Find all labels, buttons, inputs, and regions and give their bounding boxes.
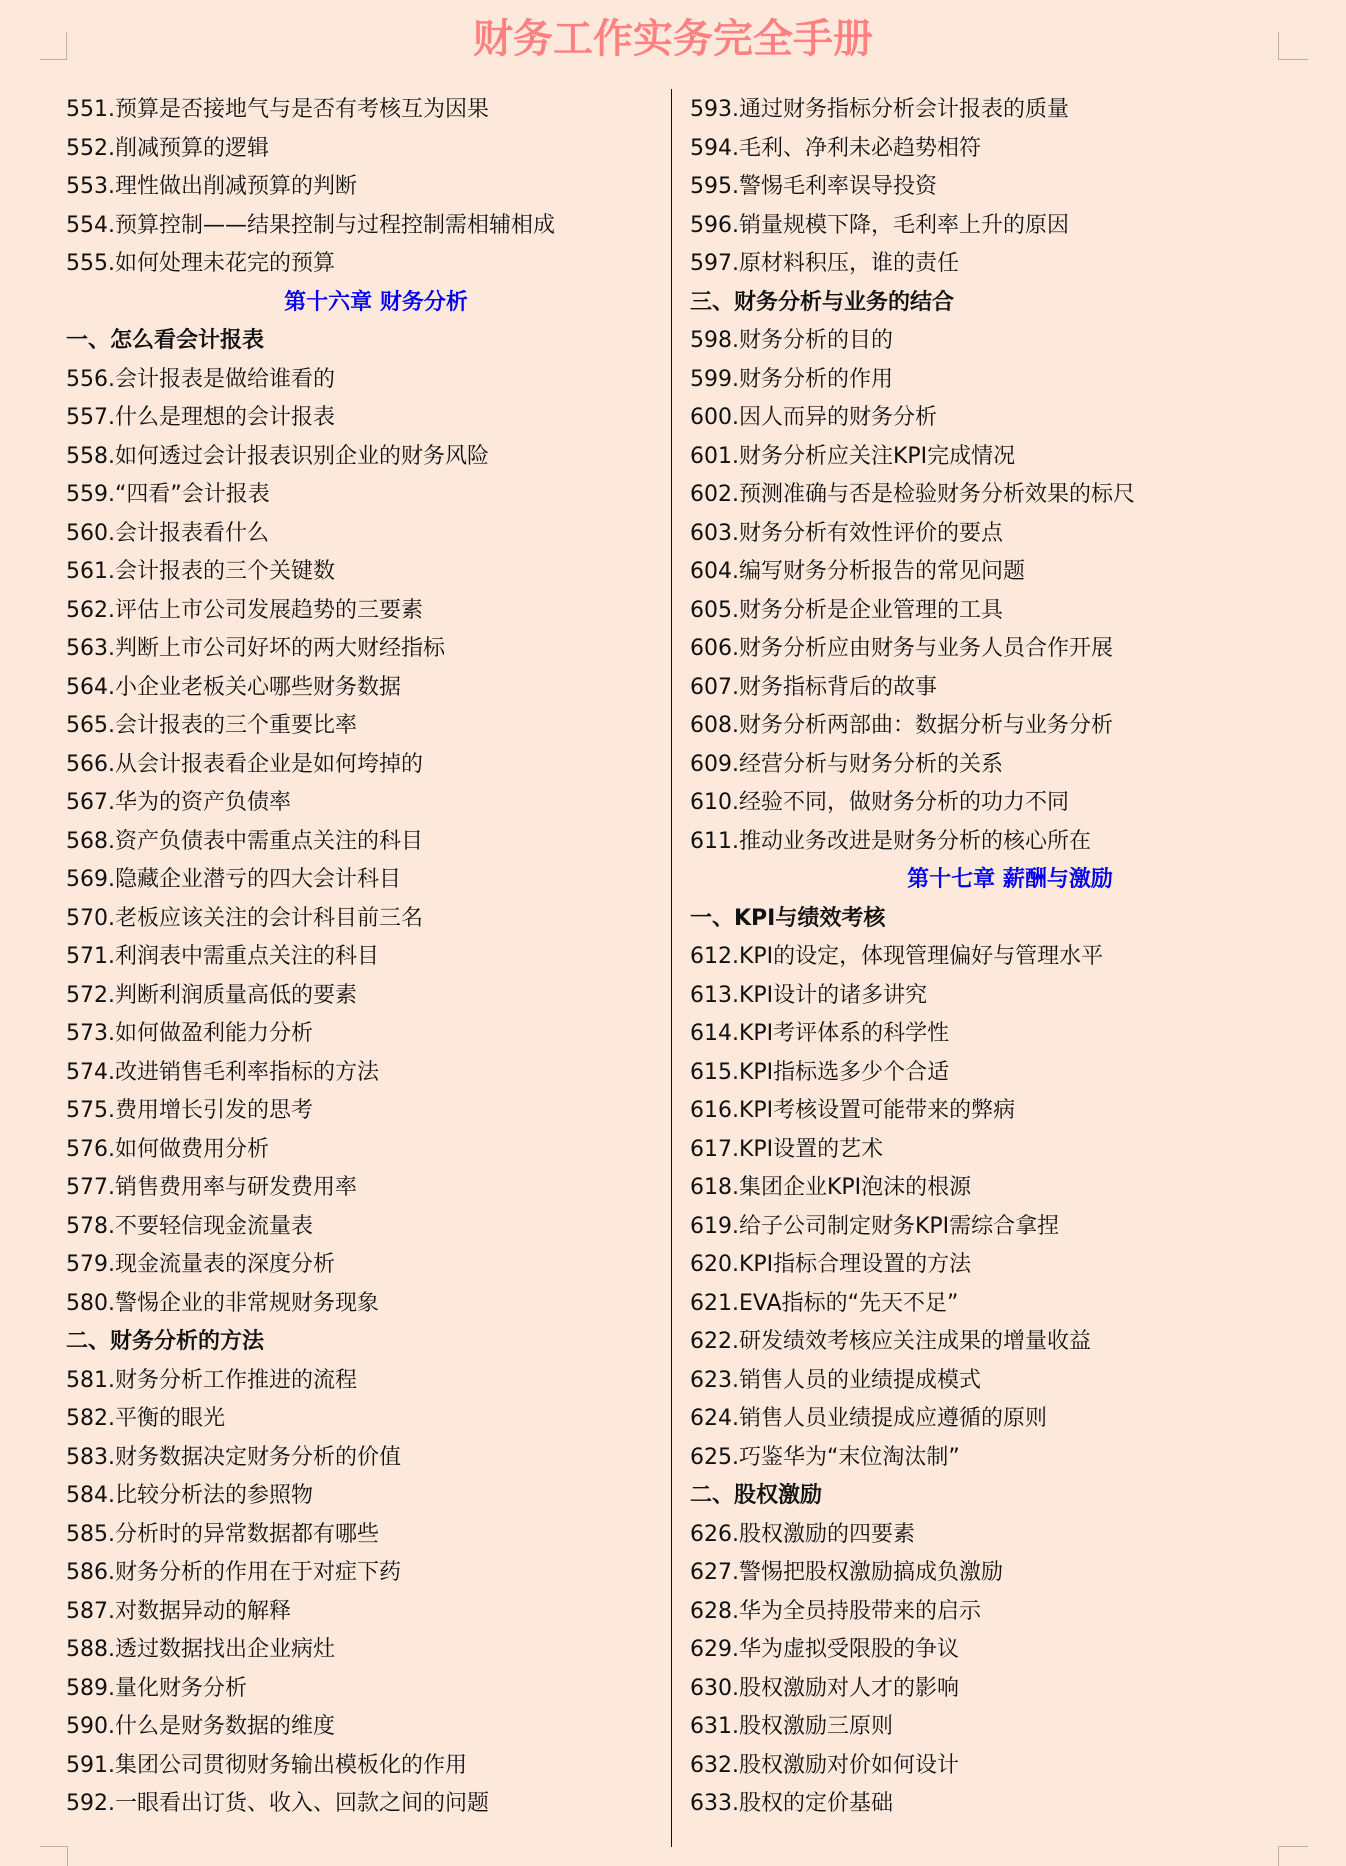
- toc-item: 587.对数据异动的解释: [66, 1598, 291, 1624]
- toc-item: 590.什么是财务数据的维度: [66, 1714, 335, 1739]
- toc-item: 591.集团公司贯彻财务输出模板化的作用: [66, 1752, 467, 1778]
- toc-item: 630.股权激励对人才的影响: [690, 1675, 959, 1701]
- crop-mark-bottom-left: [40, 1846, 68, 1866]
- page-title: 财务工作实务完全手册: [473, 16, 873, 62]
- toc-item: 632.股权激励对价如何设计: [690, 1752, 959, 1778]
- chapter-heading: 第十七章 薪酬与激励: [907, 867, 1113, 892]
- toc-item: 573.如何做盈利能力分析: [66, 1021, 313, 1046]
- section-heading: 三、财务分析与业务的结合: [690, 289, 955, 315]
- toc-item: 611.推动业务改进是财务分析的核心所在: [690, 828, 1091, 854]
- chapter-heading: 第十六章 财务分析: [284, 289, 468, 315]
- toc-item: 581.财务分析工作推进的流程: [66, 1367, 357, 1393]
- toc-item: 588.透过数据找出企业病灶: [66, 1637, 335, 1662]
- toc-item: 551.预算是否接地气与是否有考核互为因果: [66, 97, 489, 122]
- toc-item: 609.经营分析与财务分析的关系: [690, 751, 1003, 777]
- toc-item: 583.财务数据决定财务分析的价值: [66, 1444, 401, 1470]
- toc-item: 571.利润表中需重点关注的科目: [66, 944, 379, 969]
- toc-item: 594.毛利、净利未必趋势相符: [690, 135, 981, 161]
- toc-item: 570.老板应该关注的会计科目前三名: [66, 905, 423, 931]
- toc-item: 579.现金流量表的深度分析: [66, 1252, 335, 1277]
- toc-item: 621.EVA指标的“先天不足”: [690, 1290, 959, 1316]
- right-column: [690, 91, 1290, 1824]
- toc-item: 604.编写财务分析报告的常见问题: [690, 559, 1025, 584]
- toc-item: 599.财务分析的作用: [690, 366, 893, 392]
- toc-item: 555.如何处理未花完的预算: [66, 251, 335, 276]
- toc-item: 566.从会计报表看企业是如何垮掉的: [66, 751, 423, 777]
- toc-item: 568.资产负债表中需重点关注的科目: [66, 828, 423, 854]
- toc-item: 629.华为虚拟受限股的争议: [690, 1637, 959, 1662]
- toc-item: 613.KPI设计的诸多讲究: [690, 982, 928, 1008]
- toc-item: 578.不要轻信现金流量表: [66, 1213, 313, 1239]
- toc-item: 617.KPI设置的艺术: [690, 1136, 884, 1162]
- toc-item: 562.评估上市公司发展趋势的三要素: [66, 597, 423, 623]
- toc-item: 593.通过财务指标分析会计报表的质量: [690, 97, 1069, 122]
- toc-item: 589.量化财务分析: [66, 1675, 247, 1701]
- toc-item: 614.KPI考评体系的科学性: [690, 1021, 950, 1046]
- toc-item: 586.财务分析的作用在于对症下药: [66, 1560, 401, 1585]
- toc-item: 601.财务分析应关注KPI完成情况: [690, 443, 1016, 469]
- toc-item: 563.判断上市公司好坏的两大财经指标: [66, 636, 445, 661]
- section-heading: 二、股权激励: [690, 1483, 823, 1508]
- toc-item: 558.如何透过会计报表识别企业的财务风险: [66, 443, 489, 469]
- toc-item: 582.平衡的眼光: [66, 1406, 225, 1431]
- toc-item: 585.分析时的异常数据都有哪些: [66, 1521, 379, 1547]
- toc-item: 564.小企业老板关心哪些财务数据: [66, 674, 401, 700]
- toc-item: 622.研发绩效考核应关注成果的增量收益: [690, 1329, 1091, 1354]
- toc-item: 574.改进销售毛利率指标的方法: [66, 1059, 379, 1085]
- toc-item: 572.判断利润质量高低的要素: [66, 982, 357, 1008]
- toc-item: 615.KPI指标选多少个合适: [690, 1059, 950, 1085]
- toc-item: 603.财务分析有效性评价的要点: [690, 520, 1003, 546]
- section-heading: 一、怎么看会计报表: [66, 328, 265, 353]
- toc-item: 565.会计报表的三个重要比率: [66, 713, 357, 738]
- toc-item: 577.销售费用率与研发费用率: [66, 1175, 357, 1200]
- toc-item: 631.股权激励三原则: [690, 1714, 893, 1739]
- toc-item: 623.销售人员的业绩提成模式: [690, 1367, 981, 1393]
- toc-item: 626.股权激励的四要素: [690, 1521, 915, 1547]
- toc-item: 628.华为全员持股带来的启示: [690, 1598, 981, 1624]
- toc-item: 625.巧鉴华为“末位淘汰制”: [690, 1444, 960, 1470]
- toc-item: 606.财务分析应由财务与业务人员合作开展: [690, 636, 1113, 661]
- toc-item: 554.预算控制——结果控制与过程控制需相辅相成: [66, 212, 555, 238]
- toc-item: 561.会计报表的三个关键数: [66, 559, 335, 584]
- toc-item: 620.KPI指标合理设置的方法: [690, 1252, 972, 1277]
- toc-item: 627.警惕把股权激励搞成负激励: [690, 1560, 1003, 1585]
- toc-item: 616.KPI考核设置可能带来的弊病: [690, 1098, 1016, 1123]
- toc-item: 612.KPI的设定，体现管理偏好与管理水平: [690, 944, 1104, 969]
- toc-item: 557.什么是理想的会计报表: [66, 405, 335, 430]
- toc-item: 624.销售人员业绩提成应遵循的原则: [690, 1406, 1047, 1431]
- toc-item: 608.财务分析两部曲：数据分析与业务分析: [690, 713, 1113, 738]
- toc-item: 618.集团企业KPI泡沫的根源: [690, 1175, 972, 1200]
- toc-item: 605.财务分析是企业管理的工具: [690, 597, 1003, 623]
- toc-item: 598.财务分析的目的: [690, 328, 893, 353]
- toc-item: 552.削减预算的逻辑: [66, 135, 269, 161]
- toc-item: 567.华为的资产负债率: [66, 790, 291, 815]
- toc-item: 600.因人而异的财务分析: [690, 405, 937, 430]
- toc-item: 610.经验不同，做财务分析的功力不同: [690, 790, 1069, 815]
- toc-item: 592.一眼看出订货、收入、回款之间的问题: [66, 1791, 489, 1816]
- toc-item: 575.费用增长引发的思考: [66, 1098, 313, 1123]
- toc-item: 560.会计报表看什么: [66, 520, 269, 546]
- toc-item: 584.比较分析法的参照物: [66, 1483, 313, 1508]
- toc-item: 619.给子公司制定财务KPI需综合拿捏: [690, 1213, 1060, 1239]
- section-heading: 一、KPI与绩效考核: [690, 905, 886, 931]
- toc-item: 553.理性做出削减预算的判断: [66, 174, 357, 199]
- toc-item: 569.隐藏企业潜亏的四大会计科目: [66, 867, 401, 892]
- toc-item: 596.销量规模下降，毛利率上升的原因: [690, 212, 1069, 238]
- toc-item: 607.财务指标背后的故事: [690, 674, 937, 700]
- toc-item: 556.会计报表是做给谁看的: [66, 366, 335, 392]
- toc-item: 633.股权的定价基础: [690, 1791, 893, 1816]
- toc-item: 597.原材料积压，谁的责任: [690, 251, 959, 276]
- column-divider: [671, 89, 672, 1847]
- toc-item: 595.警惕毛利率误导投资: [690, 174, 937, 199]
- crop-mark-bottom-right: [1278, 1846, 1308, 1866]
- section-heading: 二、财务分析的方法: [66, 1329, 265, 1354]
- toc-item: 559.“四看”会计报表: [66, 482, 270, 507]
- left-column: [66, 91, 656, 1824]
- toc-item: 602.预测准确与否是检验财务分析效果的标尺: [690, 482, 1135, 507]
- toc-item: 580.警惕企业的非常规财务现象: [66, 1290, 379, 1316]
- toc-item: 576.如何做费用分析: [66, 1136, 269, 1162]
